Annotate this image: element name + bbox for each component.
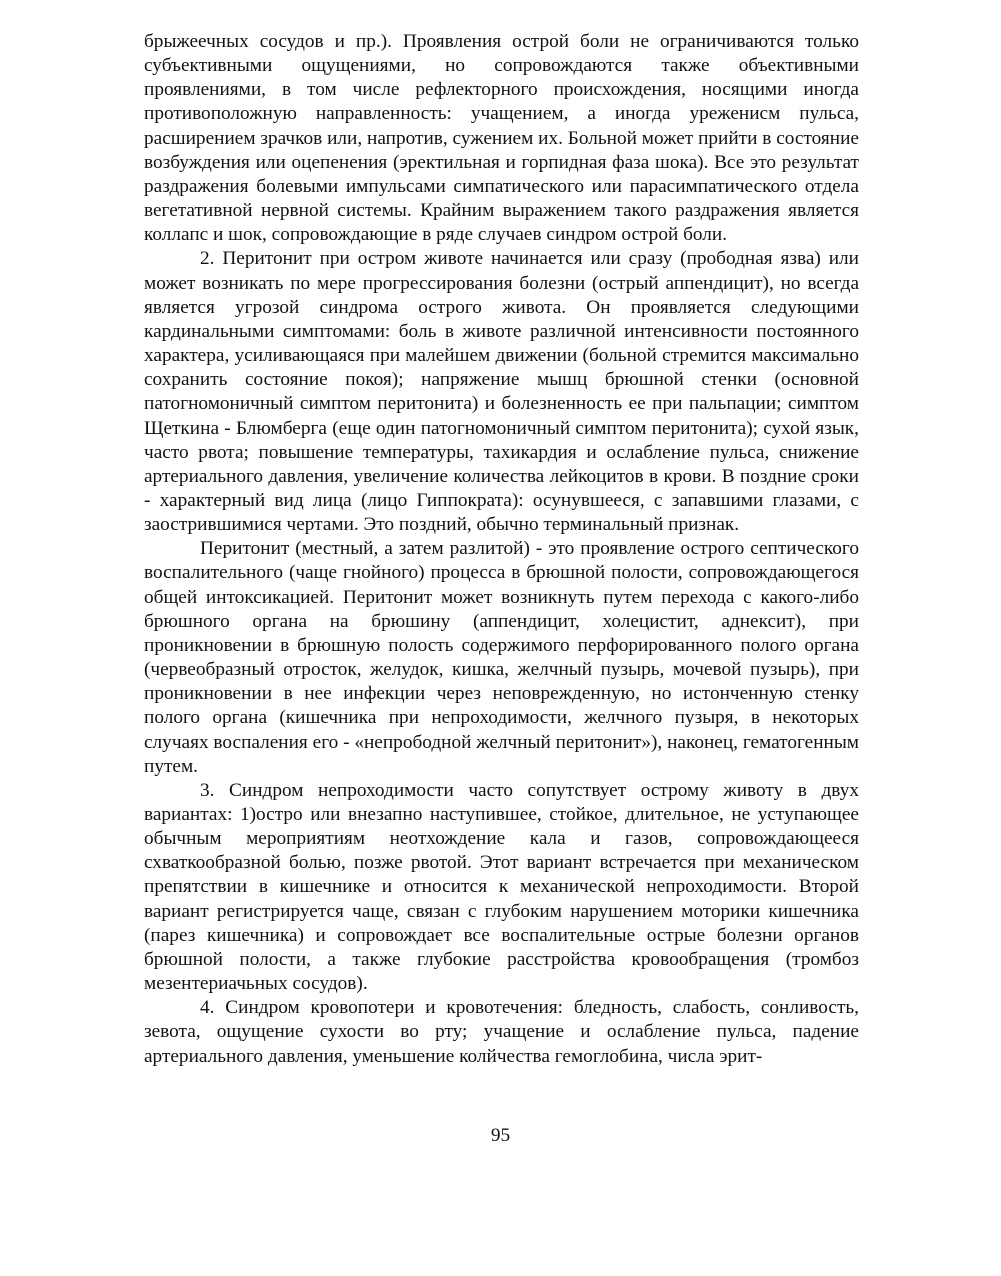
body-text bbox=[144, 30, 859, 1069]
paragraph-3: Перитонит (местный, а затем разлитой) - это проявление острого септического воспалительного (чаще гнойного) процесса в брюшной полости, сопровождающегося общей интоксикацией. Перитонит может возникнуть путем перехода с какого-либо брюшного органа на брюшину (аппендицит, холецистит, аднексит), при проникновении в брюшную полость содержимого перфорированного полого органа (червеобразный отросток, желудок, кишка, желчный пузырь, мочевой пузырь), при проникновении в нее инфекции через неповрежденную, но истонченную стенку полого органа (кишечника при непроходимости, желчного пузыря, в некоторых случаях воспаления его - «непрободной желчный перитонит»), наконец, гематогенным путем. bbox=[144, 538, 859, 777]
page-number: 95 bbox=[490, 1125, 511, 1146]
paragraph-4: 3. Синдром непроходимости часто сопутствует острому животу в двух вариантах: 1)остро или внезапно наступившее, стойкое, длительное, не уступающее обычным мероприятиям неотхождение кала и газов, сопровождающееся схваткообразной болью, позже рвотой. Этот вариант встречается при механическом препятствии в кишечнике и относится к механической непроходимости. Второй вариант регистрируется чаще, связан с глубоким нарушением моторики кишечника (парез кишечника) и сопровождает все воспалительные острые болезни органов брюшной полости, а также глубокие расстройства кровообращения (тромбоз мезентериачьных сосудов). bbox=[144, 779, 859, 995]
paragraph-2: 2. Перитонит при остром животе начинается или сразу (прободная язва) или может возникать по мере прогрессирования болезни (острый аппендицит), но всегда является угрозой синдрома острого живота. Он проявляется следующими кардинальными симптомами: боль в животе различной интенсивности постоянного характера, усиливающаяся при малейшем движении (больной стремится максимально сохранить состояние покоя); напряжение мышц брюшной стенки (основной патогномоничный симптом перитонита) и болезненность ее при пальпации; симптом Щеткина - Блюмберга (еще один патогномоничный симптом перитонита); сухой язык, часто рвота; повышение температуры, тахикардия и ослабление пульса, снижение артериального давления, увеличение количества лейкоцитов в крови. В поздние сроки - характерный вид лица (лицо Гиппократа): осунувшееся, с запавшими глазами, с заострившимися чертами. Это поздний, обычно терминальный признак. bbox=[144, 248, 859, 536]
paragraph-1: брыжеечных сосудов и пр.). Проявления острой боли не ограничиваются только субъективными ощущениями, но сопровождаются также объективными проявлениями, в том числе рефлекторного происхождения, носящими иногда противоположную направленность: учащением, а иногда урежениcм пульса, расширением зрачков или, напротив, сужением их. Больной может прийти в состояние возбуждения или оцепенения (эректильная и горпидная фаза шока). Все это результат раздражения болевыми импульсами симпатического или парасимпатического отдела вегетативной нервной системы. Крайним выражением такого раздражения является коллапс и шок, сопровождающие в ряде случаев синдром острой боли. bbox=[144, 31, 859, 246]
paragraph-5: 4. Синдром кровопотери и кровотечения: бледность, слабость, сонливость, зевота, ощущение сухости во рту; учащение и ослабление пульса, падение артериального давления, уменьшение колйчества гемоглобина, числа эрит- bbox=[144, 997, 859, 1067]
